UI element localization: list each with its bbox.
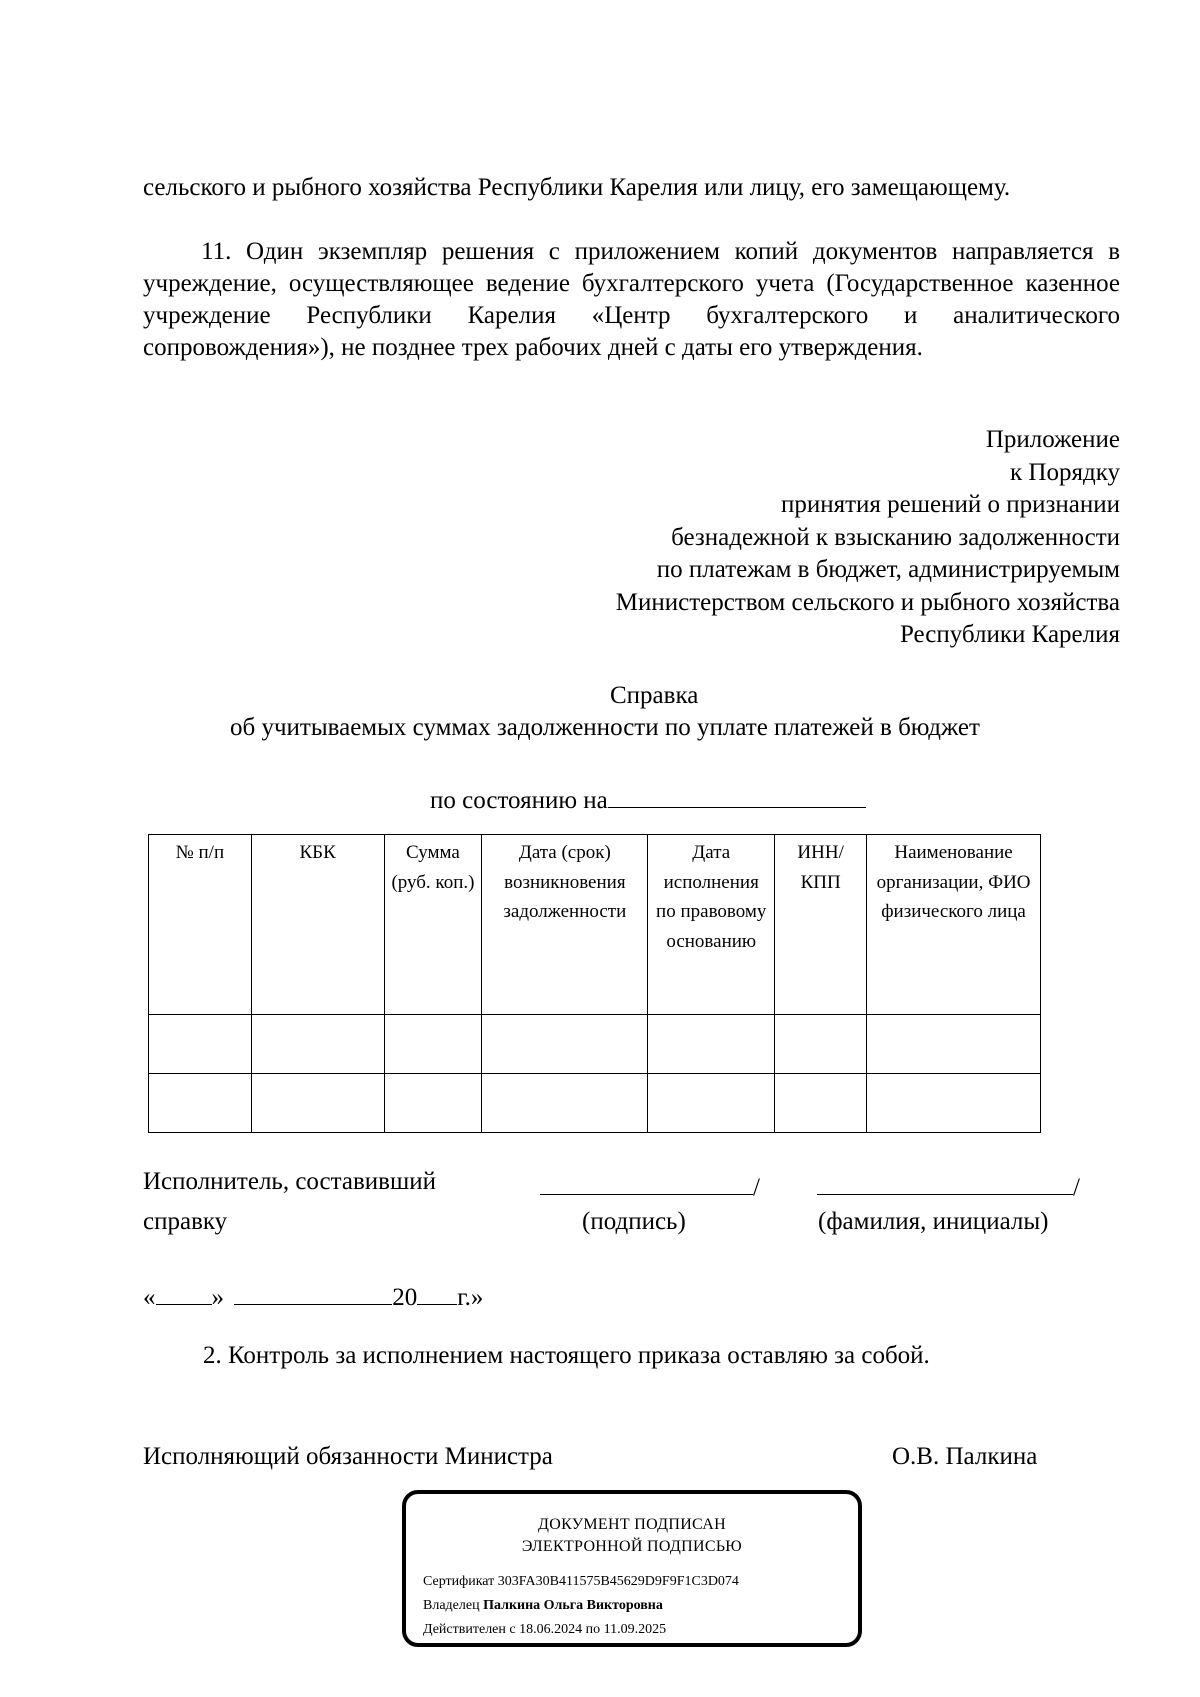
form-title: Справка (610, 682, 699, 709)
as-of-date (430, 781, 866, 815)
table-cell[interactable] (482, 1015, 648, 1074)
table-cell[interactable] (482, 1074, 648, 1133)
table-cell[interactable] (384, 1074, 482, 1133)
table-cell[interactable] (149, 1074, 252, 1133)
name-field (817, 1168, 1080, 1202)
as-of-label: по состоянию на (430, 787, 608, 814)
name-caption: (фамилия, инициалы) (818, 1208, 1049, 1235)
form-subtitle: об учитываемых суммах задолженности по уплате платежей в бюджет (230, 714, 980, 741)
owner-value: Палкина Ольга Викторовна (483, 1598, 663, 1613)
table-cell[interactable] (648, 1074, 775, 1133)
table-row (149, 1015, 1041, 1074)
annex-line: к Порядку (1010, 458, 1120, 486)
signatory-position: Исполняющий обязанности Министра (143, 1443, 553, 1470)
table-cell[interactable] (251, 1074, 384, 1133)
valid-to-label: по (585, 1622, 601, 1637)
as-of-date-blank[interactable] (608, 781, 866, 808)
table-cell[interactable] (149, 1015, 252, 1074)
certificate-label: Сертификат (423, 1574, 495, 1589)
table-header-row (149, 835, 1041, 1015)
annex-line: Министерством сельского и рыбного хозяйства (615, 588, 1120, 616)
e-signature-stamp (402, 1490, 862, 1647)
year-prefix: 20 (392, 1284, 418, 1311)
col-header-inn-kpp: ИНН/ КПП (775, 835, 867, 1015)
annex-header (616, 424, 1120, 652)
signatory-name: О.В. Палкина (892, 1443, 1038, 1470)
open-quote: « (143, 1284, 156, 1311)
owner-label: Владелец (423, 1598, 480, 1613)
month-blank[interactable] (234, 1278, 392, 1305)
table-row (149, 1074, 1041, 1133)
slash: / (1073, 1174, 1080, 1201)
valid-from: 18.06.2024 (519, 1622, 583, 1637)
annex-line: по платежам в бюджет, администрируемым (656, 556, 1120, 583)
certificate-value: 303FA30B411575B45629D9F9F1C3D074 (497, 1574, 739, 1589)
table-cell[interactable] (775, 1015, 867, 1074)
stamp-title-line1: ДОКУМЕНТ ПОДПИСАН (538, 1516, 726, 1533)
annex-line: Приложение (985, 426, 1120, 453)
stamp-header (406, 1514, 858, 1558)
signature-caption: (подпись) (582, 1208, 686, 1235)
col-header-execution-date: Дата исполнения по правовому основанию (648, 835, 775, 1015)
control-clause: 2. Контроль за исполнением настоящего приказа оставляю за собой. (203, 1342, 930, 1369)
paragraph-continuation: сельского и рыбного хозяйства Республики Карелия или лицу, его замещающему. (143, 174, 1011, 201)
executor-label-line1: Исполнитель, составивший (143, 1168, 436, 1195)
table-cell[interactable] (384, 1015, 482, 1074)
table-cell[interactable] (867, 1015, 1041, 1074)
annex-line: принятия решений о признании (780, 491, 1120, 518)
year-blank[interactable] (417, 1278, 457, 1305)
stamp-title-line2: ЭЛЕКТРОННОЙ ПОДПИСЬЮ (521, 1538, 743, 1555)
valid-to: 11.09.2025 (603, 1622, 667, 1637)
debt-table (148, 834, 1041, 1133)
table-cell[interactable] (867, 1074, 1041, 1133)
stamp-certificate (423, 1574, 739, 1590)
paragraph-11: 11. Один экземпляр решения с приложением копий документов направляется в учреждение, осуществляющее ведение бухгалтерского учета (Государственное казенное учреждение Республики Карелия «Центр бухгалтерского и аналитического сопровождения»), не позднее трех рабочих дней с даты его утверждения. (143, 238, 1120, 361)
stamp-owner (423, 1598, 663, 1614)
annex-line: Республики Карелия (899, 621, 1120, 648)
table-cell[interactable] (775, 1074, 867, 1133)
signature-field (540, 1168, 760, 1202)
col-header-name: Наименование организации, ФИО физического лица (867, 835, 1041, 1015)
date-line (143, 1278, 483, 1312)
close-quote: » (211, 1284, 224, 1311)
slash: / (753, 1174, 760, 1201)
signature-blank[interactable] (540, 1168, 753, 1195)
year-suffix: г.» (457, 1284, 484, 1311)
day-blank[interactable] (156, 1278, 212, 1305)
executor-label-line2: справку (143, 1208, 228, 1235)
table-cell[interactable] (648, 1015, 775, 1074)
table-cell[interactable] (251, 1015, 384, 1074)
col-header-amount: Сумма (руб. коп.) (384, 835, 482, 1015)
col-header-number: № п/п (149, 835, 252, 1015)
annex-line: безнадежной к взысканию задолженности (671, 523, 1120, 551)
valid-label: Действителен с (423, 1622, 516, 1637)
col-header-kbk: КБК (251, 835, 384, 1015)
name-blank[interactable] (817, 1168, 1073, 1195)
col-header-debt-date: Дата (срок) возникновения задолженности (482, 835, 648, 1015)
stamp-validity (423, 1622, 666, 1638)
